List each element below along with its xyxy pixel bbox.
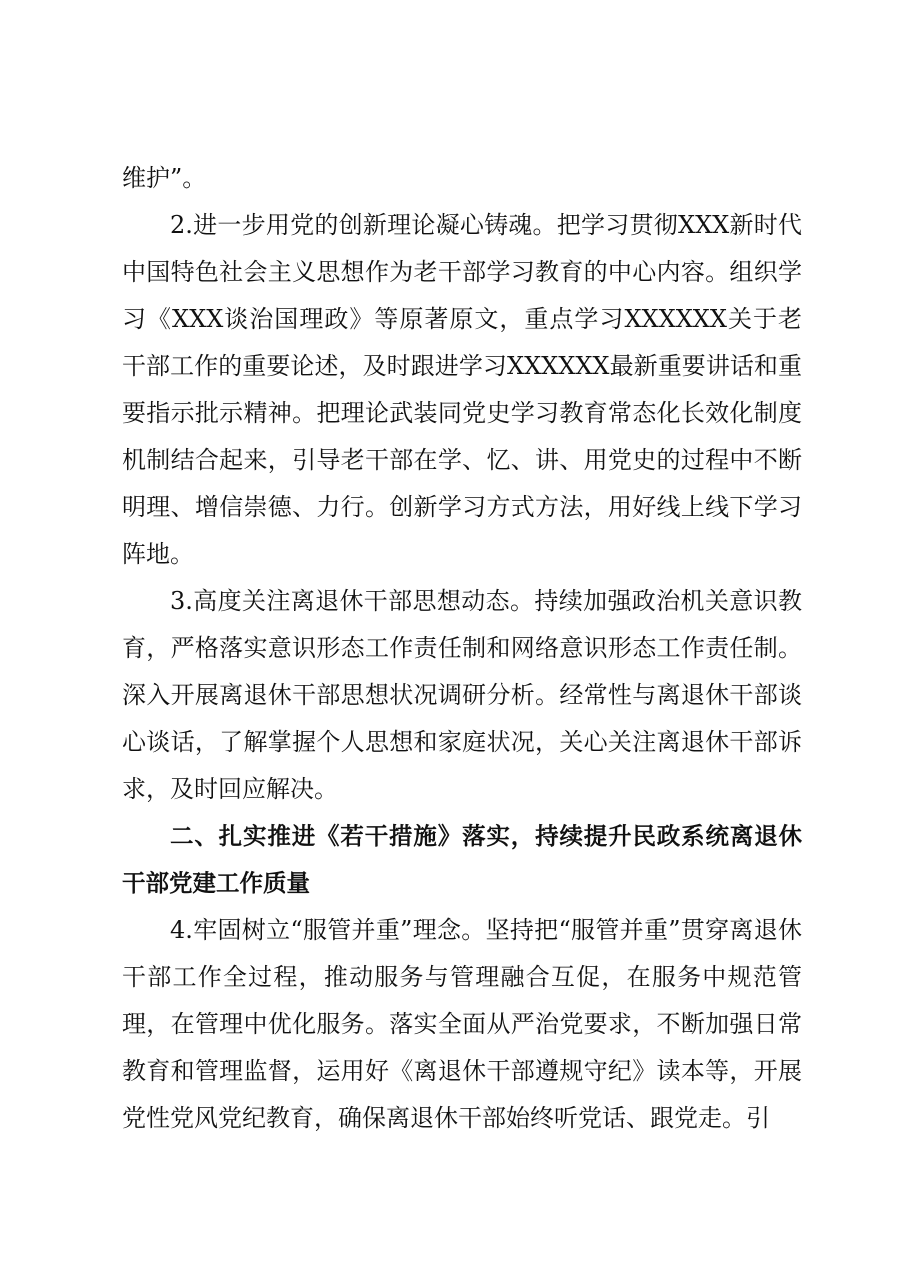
section-heading-2: 二、扎实推进《若干措施》落实，持续提升民政系统离退休干部党建工作质量 [122, 822, 802, 897]
paragraph-item-2: 2.进一步用党的创新理论凝心铸魂。把学习贯彻XXX新时代中国特色社会主义思想作为老干部学习教育的中心内容。组织学习《XXX谈治国理政》等原著原文，重点学习XXXXXX关于老干部工作的重要论述，及时跟进学习XXXXXX最新重要讲话和重要指示批示精神。把理论武装同党史学习教育常态化长效化制度机制结合起来，引导老干部在学、忆、讲、用党史的过程中不断明理、增信崇德、力行。创新学习方式方法，用好线上线下学习阵地。 [122, 211, 802, 568]
paragraph-item-4: 4.牢固树立“服管并重”理念。坚持把“服管并重”贯穿离退休干部工作全过程，推动服务与管理融合互促，在服务中规范管理，在管理中优化服务。落实全面从严治党要求，不断加强日常教育和管理监督，运用好《离退休干部遵规守纪》读本等，开展党性党风党纪教育，确保离退休干部始终听党话、跟党走。引 [122, 916, 802, 1132]
paragraph-continuation: 维护”。 [122, 164, 207, 192]
paragraph-item-3: 3.高度关注离退休干部思想动态。持续加强政治机关意识教育，严格落实意识形态工作责任制和网络意识形态工作责任制。深入开展离退休干部思想状况调研分析。经常性与离退休干部谈心谈话，了解掌握个人思想和家庭状况，关心关注离退休干部诉求，及时回应解决。 [122, 587, 802, 803]
document-body [122, 155, 802, 1142]
